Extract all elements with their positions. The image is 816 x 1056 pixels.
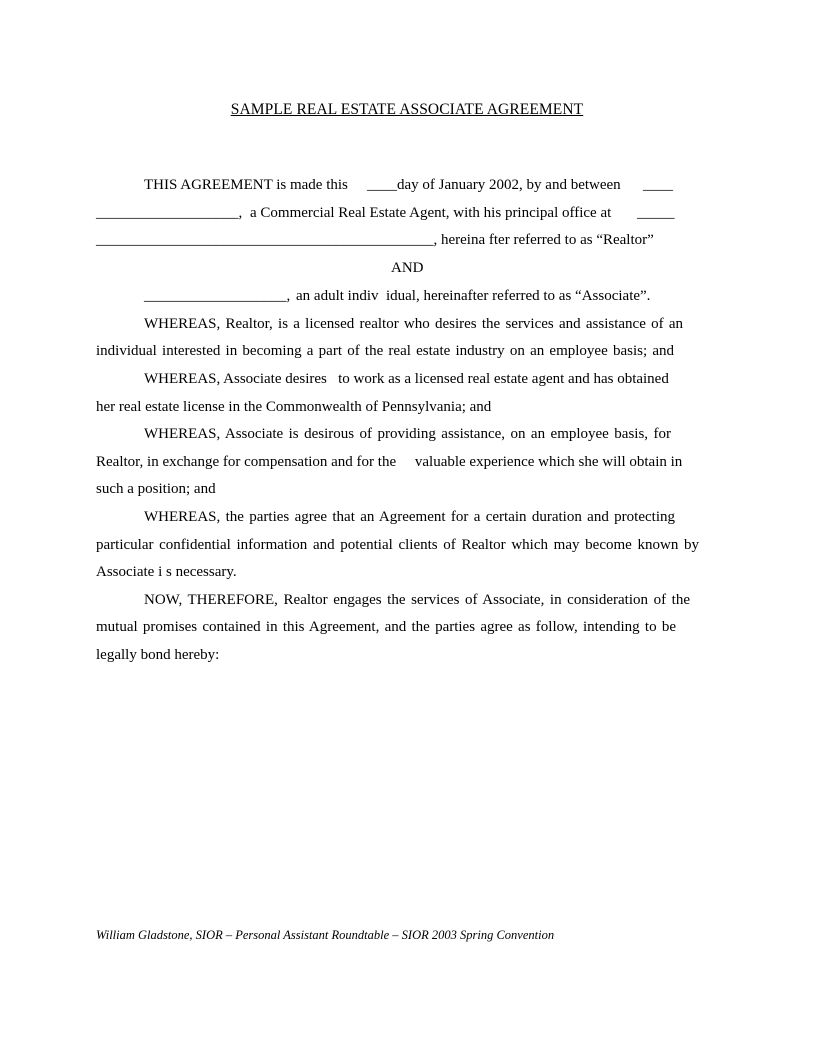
whereas-4-line-2: particular confidential information and potential clients of Realtor which may become known by bbox=[96, 537, 699, 553]
party-blank-start: ____ bbox=[643, 177, 673, 193]
agreement-date-text: day of January 2002, by and between bbox=[397, 177, 621, 193]
realtor-description-text: a Commercial Real Estate Agent, with his principal office at bbox=[250, 205, 612, 221]
agreement-intro-text: THIS AGREEMENT is made this bbox=[144, 177, 348, 193]
whereas-3-line-3: such a position; and bbox=[96, 481, 216, 497]
office-blank-start: _____ bbox=[637, 205, 675, 221]
associate-name-blank: ___________________, bbox=[144, 288, 291, 304]
whereas-2-line-1: WHEREAS, Associate desires to work as a licensed real estate agent and has obtained bbox=[144, 371, 669, 387]
day-blank: ____ bbox=[367, 177, 397, 193]
whereas-2-line-2: her real estate license in the Commonwealth of Pennsylvania; and bbox=[96, 399, 492, 415]
therefore-line-2: mutual promises contained in this Agreement, and the parties agree as follow, intending to be bbox=[96, 619, 676, 635]
whereas-3-line-1: WHEREAS, Associate is desirous of providing assistance, on an employee basis, for bbox=[144, 426, 671, 442]
and-separator: AND bbox=[391, 260, 424, 276]
page-footer: William Gladstone, SIOR – Personal Assistant Roundtable – SIOR 2003 Spring Convention bbox=[96, 928, 555, 942]
whereas-4-line-3: Associate i s necessary. bbox=[96, 564, 237, 580]
realtor-name-blank: ___________________, bbox=[96, 205, 243, 221]
whereas-1-line-1: WHEREAS, Realtor, is a licensed realtor who desires the services and assistance of an bbox=[144, 316, 683, 332]
therefore-line-3: legally bond hereby: bbox=[96, 647, 220, 663]
whereas-3-line-2: Realtor, in exchange for compensation and for the valuable experience which she will obtain in bbox=[96, 454, 683, 470]
whereas-1-line-2: individual interested in becoming a part of the real estate industry on an employee basis; and bbox=[96, 343, 674, 359]
document-title: SAMPLE REAL ESTATE ASSOCIATE AGREEMENT bbox=[230, 101, 584, 118]
realtor-reference-text: hereina fter referred to as “Realtor” bbox=[441, 232, 654, 248]
associate-reference-text: an adult indiv idual, hereinafter referred to as “Associate”. bbox=[296, 288, 651, 304]
therefore-line-1: NOW, THEREFORE, Realtor engages the services of Associate, in consideration of the bbox=[144, 592, 690, 608]
whereas-4-line-1: WHEREAS, the parties agree that an Agreement for a certain duration and protecting bbox=[144, 509, 675, 525]
office-address-blank: _____________________________________________, bbox=[96, 232, 438, 248]
